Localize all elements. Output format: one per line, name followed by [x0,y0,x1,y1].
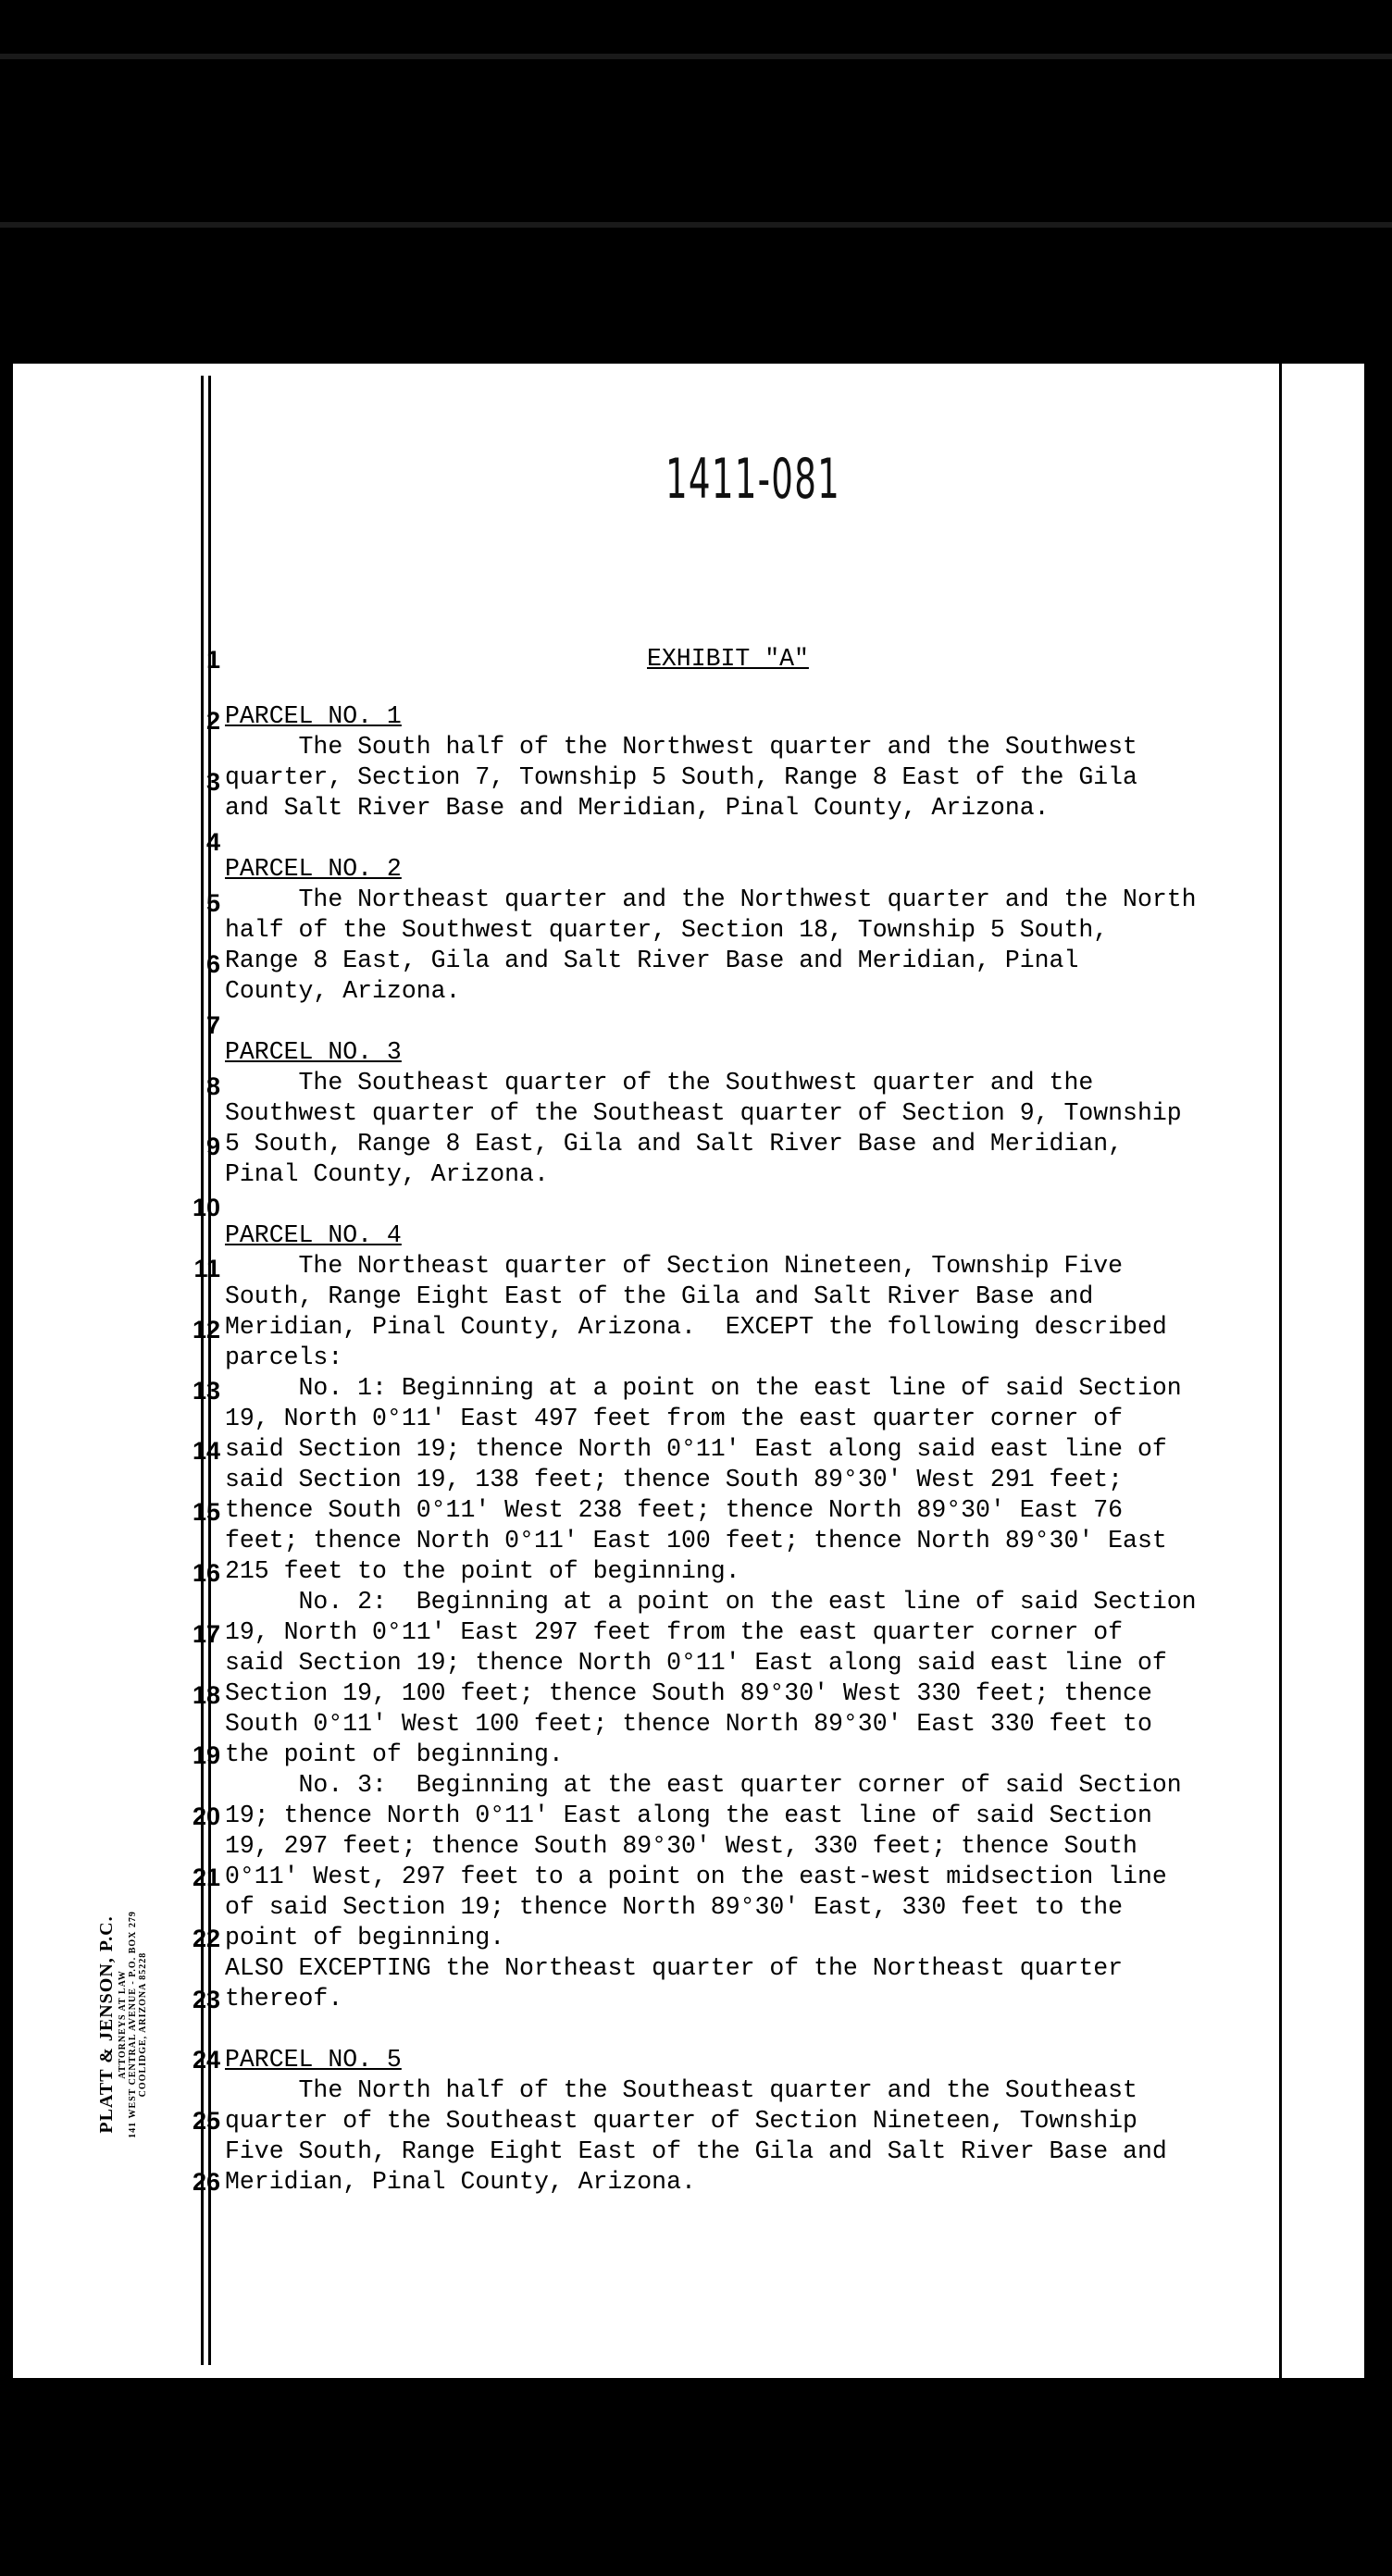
body-line: thence South 0°11' West 238 feet; thence North 89°30' East 76 [225,1496,1124,1524]
body-line: 5 South, Range 8 East, Gila and Salt River Base and Meridian, [225,1130,1124,1158]
body-line: No. 2: Beginning at a point on the east line of said Section [225,1588,1197,1616]
body-line: thereof. [225,1985,343,2012]
body-line: The Southeast quarter of the Southwest quarter and the [225,1069,1094,1096]
body-line: quarter, Section 7, Township 5 South, Range 8 East of the Gila [225,763,1137,791]
line-number: 1 [205,646,220,674]
line-number: 14 [192,1437,220,1465]
body-line: of said Section 19; thence North 89°30' East, 330 feet to the [225,1893,1124,1921]
body-line: No. 3: Beginning at the east quarter corner of said Section [225,1771,1182,1799]
body-line: 19; thence North 0°11' East along the east line of said Section [225,1802,1152,1829]
line-number: 12 [192,1316,220,1344]
line-number: 5 [205,889,220,917]
body-line: Meridian, Pinal County, Arizona. [225,2168,696,2196]
body-line: ALSO EXCEPTING the Northeast quarter of the Northeast quarter [225,1954,1124,1982]
exhibit-title: EXHIBIT "A" [647,645,809,673]
scan-noise-line [0,54,1392,59]
body-line: The North half of the Southeast quarter and the Southeast [225,2076,1137,2104]
line-number: 22 [192,1925,220,1952]
line-number: 21 [192,1864,220,1891]
parcel-heading: PARCEL NO. 1 [225,702,402,730]
line-number: 7 [205,1011,220,1039]
scan-noise-line [0,222,1392,228]
body-line: The Northeast quarter of Section Nineteen, Township Five [225,1252,1124,1280]
line-number: 9 [205,1133,220,1160]
right-margin-rule [1279,364,1282,2378]
firm-line-3: COOLIDGE, ARIZONA 85228 [138,1951,148,2098]
body-line: Range 8 East, Gila and Salt River Base and Meridian, Pinal [225,947,1079,974]
line-number: 4 [205,828,220,856]
body-line: quarter of the Southeast quarter of Section Nineteen, Township [225,2107,1137,2135]
line-number: 13 [192,1377,220,1405]
parcel-heading: PARCEL NO. 4 [225,1221,402,1249]
body-line: said Section 19, 138 feet; thence South 89°30' West 291 feet; [225,1466,1124,1493]
line-number: 23 [192,1986,220,2013]
body-line: The South half of the Northwest quarter and the Southwest [225,733,1137,761]
line-number: 6 [205,950,220,978]
body-line: said Section 19; thence North 0°11' East along said east line of [225,1435,1167,1463]
body-line: 19, North 0°11' East 297 feet from the east quarter corner of [225,1618,1124,1646]
body-line: 0°11' West, 297 feet to a point on the east-west midsection line [225,1863,1167,1890]
line-number: 24 [192,2046,220,2074]
line-number: 26 [192,2168,220,2196]
body-line: 215 feet to the point of beginning. [225,1557,740,1585]
body-line: 19, 297 feet; thence South 89°30' West, 330 feet; thence South [225,1832,1137,1860]
body-line: said Section 19; thence North 0°11' East along said east line of [225,1649,1167,1677]
body-line: Southwest quarter of the Southeast quarter of Section 9, Township [225,1099,1182,1127]
line-number: 19 [192,1741,220,1769]
line-number: 3 [205,768,220,796]
parcel-heading: PARCEL NO. 5 [225,2046,402,2074]
body-line: No. 1: Beginning at a point on the east line of said Section [225,1374,1182,1402]
line-number: 2 [205,707,220,735]
line-number: 25 [192,2107,220,2135]
line-number: 10 [192,1194,220,1221]
page-edge [1364,364,1370,2378]
body-line: the point of beginning. [225,1740,564,1768]
parcel-heading: PARCEL NO. 3 [225,1038,402,1066]
body-line: Meridian, Pinal County, Arizona. EXCEPT the following described [225,1313,1167,1341]
body-line: The Northeast quarter and the Northwest quarter and the North [225,886,1197,913]
body-line: parcels: [225,1344,343,1371]
line-number: 15 [192,1498,220,1526]
body-line: Pinal County, Arizona. [225,1160,549,1188]
body-line: Five South, Range Eight East of the Gila and Salt River Base and [225,2137,1167,2165]
line-number: 16 [192,1559,220,1587]
body-line: 19, North 0°11' East 497 feet from the east quarter corner of [225,1405,1124,1432]
body-line: point of beginning. [225,1924,505,1951]
line-number: 18 [192,1681,220,1709]
firm-line-1: ATTORNEYS AT LAW [118,1970,128,2079]
document-page [13,364,1370,2378]
line-number: 8 [205,1072,220,1100]
body-line: feet; thence North 0°11' East 100 feet; thence North 89°30' East [225,1527,1167,1554]
body-line: and Salt River Base and Meridian, Pinal County, Arizona. [225,794,1050,822]
line-number: 20 [192,1802,220,1830]
firm-name: PLATT & JENSON, P.C. [96,1915,117,2134]
body-line: half of the Southwest quarter, Section 18, Township 5 South, [225,916,1109,944]
line-number: 17 [192,1620,220,1648]
body-line: County, Arizona. [225,977,461,1005]
firm-letterhead [96,1886,148,2163]
firm-line-2: 141 WEST CENTRAL AVENUE - P.O. BOX 279 [128,1911,138,2138]
document-number: 1411-081 [665,447,841,512]
body-line: South 0°11' West 100 feet; thence North 89°30' East 330 feet to [225,1710,1152,1738]
parcel-heading: PARCEL NO. 2 [225,855,402,883]
body-line: Section 19, 100 feet; thence South 89°30' West 330 feet; thence [225,1679,1152,1707]
line-number: 11 [193,1255,220,1282]
body-line: South, Range Eight East of the Gila and Salt River Base and [225,1282,1094,1310]
